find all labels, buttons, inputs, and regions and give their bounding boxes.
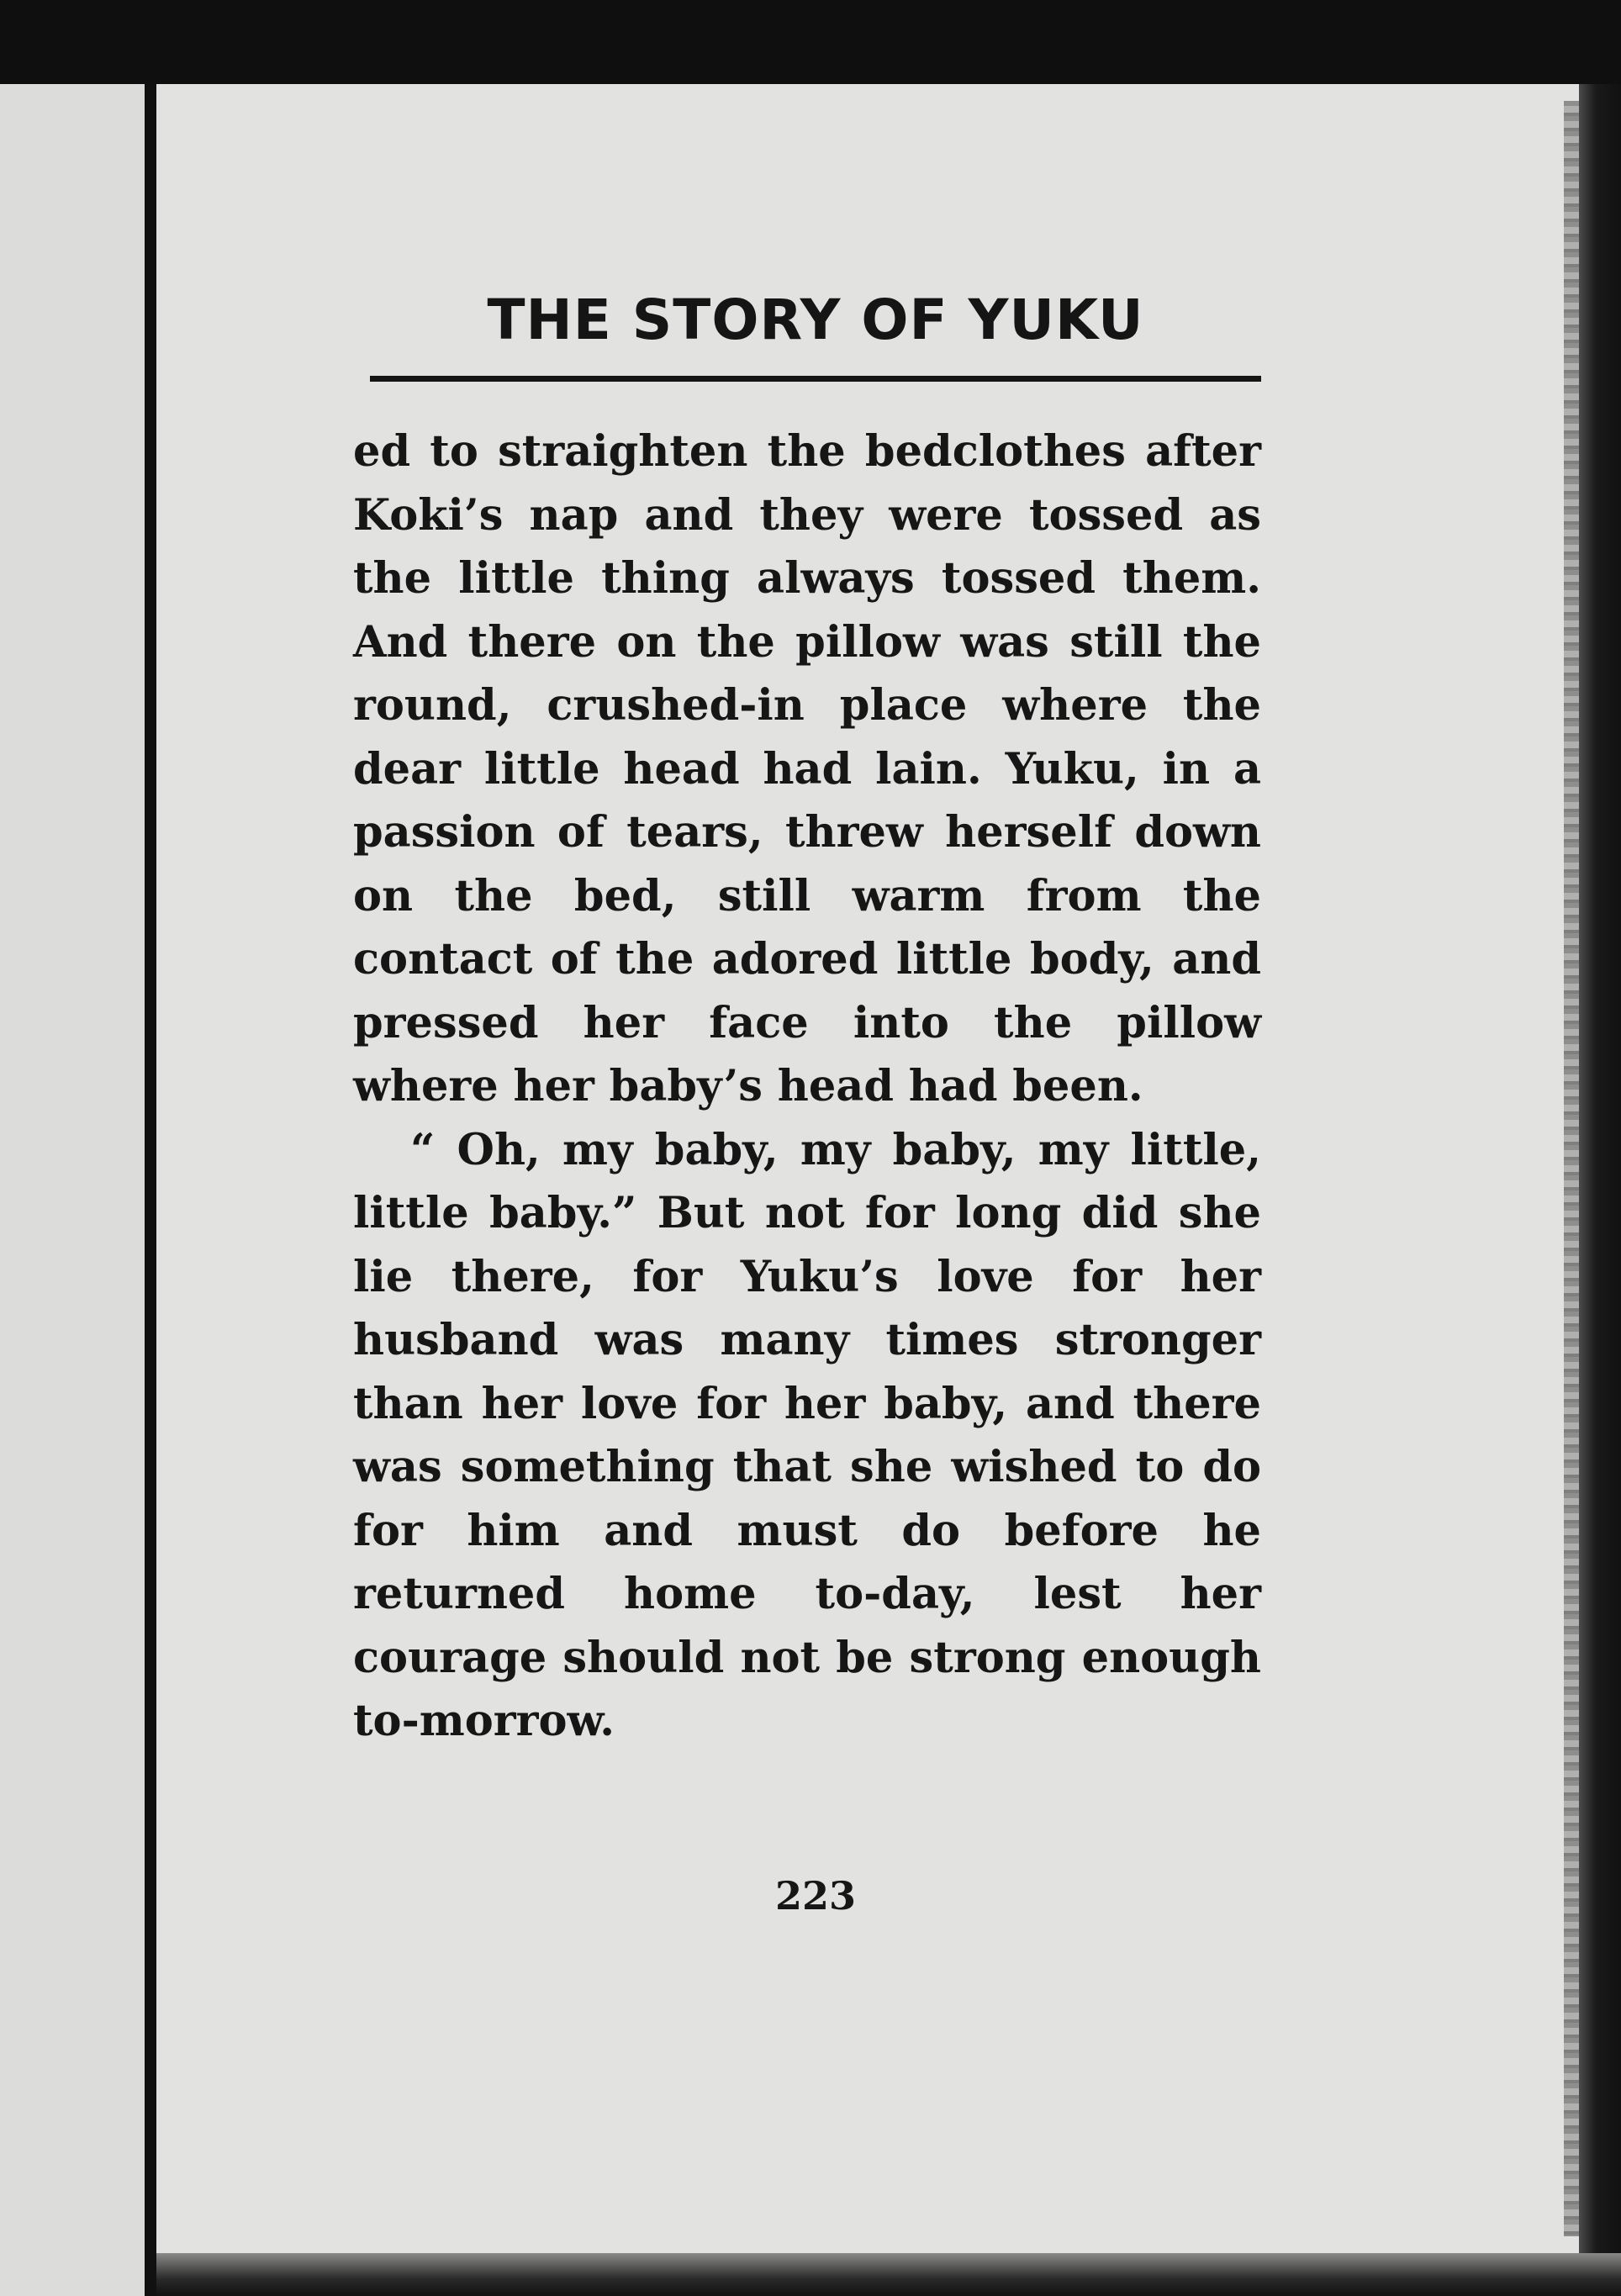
paragraph-1: ed to straighten the bedclothes after Koki’s nap and they were tossed as the little thing always tossed them. And there on the pillow was still the round, crushed-in place where the dear little head had lain. Yuku, in a passion of tears, threw herself down on the bed, still warm from the contact of the adored little body, and pressed her face into the pillow where her baby’s head had been. <box>353 426 1261 1111</box>
right-scan-edge <box>1579 84 1621 2296</box>
paragraph-2: “ Oh, my baby, my baby, my little, little baby.” But not for long did she lie there, for Yuku’s love for her husband was many times stronger than her love for her baby, and there was something that she wished to do for him and must do before he returned home to-day, lest her courage should not be strong enough to-morrow. <box>353 1124 1261 1746</box>
page-edge-stack <box>1564 101 1579 2236</box>
body-text <box>353 420 1261 1754</box>
running-head: THE STORY OF YUKU <box>487 288 1144 352</box>
bottom-scan-edge <box>156 2253 1621 2296</box>
book-spine <box>145 84 156 2296</box>
page-number: 223 <box>774 1873 857 1919</box>
header-rule <box>370 376 1261 382</box>
previous-page-margin <box>0 84 145 2296</box>
